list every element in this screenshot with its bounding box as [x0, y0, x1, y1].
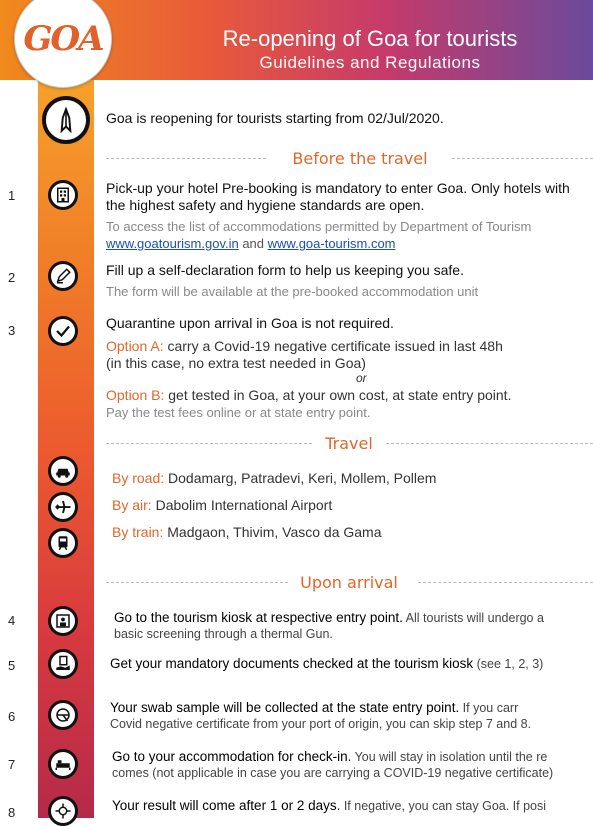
step-number: 5 — [8, 658, 16, 673]
step-1-line-2: the highest safety and hygiene standards are open. — [106, 197, 425, 213]
namaste-icon — [42, 96, 90, 144]
step-8-line — [112, 798, 546, 813]
divider — [106, 443, 312, 444]
step-number: 7 — [8, 757, 16, 772]
step-5-lead: Get your mandatory documents checked at the tourism kiosk — [110, 656, 474, 671]
option-b — [106, 387, 511, 403]
step-2-lead: Fill up a self-declaration form — [106, 262, 286, 278]
goa-tourism-link[interactable]: www.goa-tourism.com — [267, 236, 396, 251]
car-icon — [48, 456, 78, 486]
bed-icon — [48, 749, 78, 779]
travel-road — [112, 470, 436, 486]
step-6-rest: If you carr — [459, 701, 519, 715]
divider — [386, 443, 593, 444]
step-5-line — [110, 656, 543, 671]
plane-icon — [48, 492, 78, 522]
option-b-label: Option B: — [106, 387, 165, 403]
divider — [452, 158, 593, 159]
train-icon — [48, 528, 78, 558]
divider — [106, 582, 288, 583]
travel-train-value: Madgaon, Thivim, Vasco da Gama — [163, 524, 382, 540]
step-number: 1 — [8, 188, 16, 203]
step-6-line-1 — [110, 700, 518, 715]
section-heading-travel: Travel — [325, 434, 373, 453]
step-number: 6 — [8, 709, 16, 724]
travel-train — [112, 524, 382, 540]
virus-icon — [48, 796, 78, 826]
travel-air-value: Dabolim International Airport — [151, 497, 333, 513]
divider — [418, 582, 593, 583]
step-6-lead: Your swab sample will be collected at the state entry point. — [110, 700, 460, 715]
links-separator: and — [238, 236, 268, 251]
option-a-text: carry a Covid-19 negative certificate issued in last 48h — [163, 338, 503, 354]
step-1-line-1 — [106, 180, 570, 196]
option-a-line-2: (in this case, no extra test needed in Goa) — [106, 355, 366, 371]
step-7-line-1 — [112, 749, 547, 764]
step-7-line-2: comes (not applicable in case you are carrying a COVID-19 negative certificate) — [112, 766, 554, 780]
travel-air-label: By air: — [112, 497, 152, 513]
checkmark-icon — [48, 316, 78, 346]
step-1-rest: Pre-booking is mandatory to enter Goa. Only hotels with — [218, 180, 570, 196]
step-8-lead: Your result will come after 1 or 2 days. — [112, 798, 341, 813]
step-2-rest: to help us keeping you safe. — [285, 262, 464, 278]
step-3-lead: Quarantine upon arrival in Goa is not required. — [106, 315, 394, 331]
travel-train-label: By train: — [112, 524, 164, 540]
travel-road-value: Dodamarg, Patradevi, Keri, Mollem, Pollem — [164, 470, 437, 486]
section-heading-before: Before the travel — [292, 149, 428, 168]
option-b-text: get tested in Goa, at your own cost, at state entry point. — [164, 387, 512, 403]
step-number: 2 — [8, 270, 16, 285]
goatourism-link[interactable]: www.goatourism.gov.in — [106, 236, 239, 251]
form-pen-icon — [48, 261, 78, 291]
intro-text: Goa is reopening for tourists starting from 02/Jul/2020. — [106, 110, 444, 126]
step-4-lead: Go to the tourism kiosk at respective entry point. — [114, 610, 403, 625]
step-4-line-2: basic screening through a thermal Gun. — [114, 627, 333, 641]
page-title: Re-opening of Goa for tourists — [222, 26, 518, 51]
or-separator: or — [356, 371, 367, 385]
option-a-label: Option A: — [106, 338, 164, 354]
documents-hand-icon — [48, 649, 78, 679]
step-1-links — [106, 236, 396, 251]
option-b-note: Pay the test fees online or at state entry point. — [106, 405, 371, 420]
step-7-rest: You will stay in isolation until the re — [351, 750, 548, 764]
hotel-icon — [48, 180, 78, 210]
step-1-note: To access the list of accommodations permitted by Department of Tourism — [106, 219, 532, 234]
step-2-note: The form will be available at the pre-booked accommodation unit — [106, 284, 479, 299]
logo-text: GOA — [23, 19, 103, 59]
page-subtitle: Guidelines and Regulations — [259, 53, 481, 72]
step-number: 3 — [8, 323, 16, 338]
step-4-line-1 — [114, 610, 544, 625]
step-8-rest: If negative, you can stay Goa. If posi — [340, 799, 547, 813]
option-a — [106, 338, 503, 354]
step-5-rest: (see 1, 2, 3) — [473, 657, 544, 671]
step-1-lead: Pick-up your hotel — [106, 180, 219, 196]
kiosk-icon — [48, 606, 78, 636]
travel-road-label: By road: — [112, 470, 165, 486]
step-7-lead: Go to your accommodation for check-in. — [112, 749, 352, 764]
step-2-line-1 — [106, 262, 464, 278]
step-4-rest: All tourists will undergo a — [402, 611, 544, 625]
section-heading-arrival: Upon arrival — [300, 573, 398, 592]
travel-air — [112, 497, 332, 513]
step-number: 8 — [8, 805, 16, 820]
step-number: 4 — [8, 613, 16, 628]
divider — [106, 158, 266, 159]
swab-icon — [48, 700, 78, 730]
step-6-line-2: Covid negative certificate from your port of origin, you can skip step 7 and 8. — [110, 717, 532, 731]
